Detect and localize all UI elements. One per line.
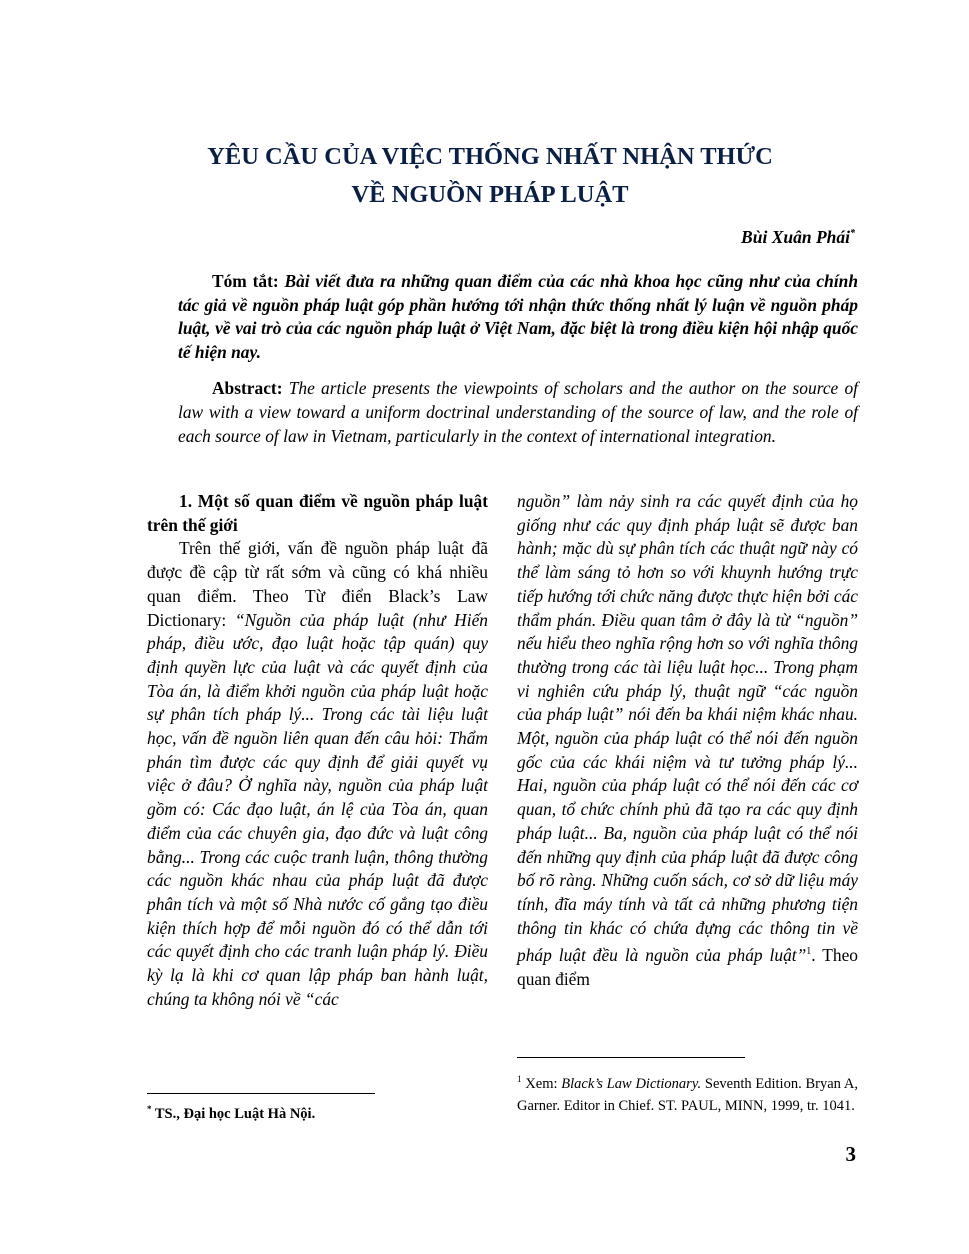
article-title <box>120 138 860 214</box>
abstract-text: The article presents the viewpoints of scholars and the author on the source of law with a view toward a uniform doctrinal understanding of the source of law, and the role of each source of law in Vietnam, particularly in the context of international integration. <box>178 378 858 446</box>
section-heading: 1. Một số quan điểm về nguồn pháp luật trên thế giới <box>147 491 488 535</box>
title-line-1: YÊU CẦU CỦA VIỆC THỐNG NHẤT NHẬN THỨC <box>207 143 773 170</box>
footnote-divider-right <box>517 1057 745 1058</box>
vietnamese-summary <box>178 270 858 364</box>
body-paragraph <box>147 537 488 1011</box>
citation-details: Seventh Edition. Bryan A, Garner. Editor in Chief. ST. PAUL, MINN, 1999, tr. 1041. <box>517 1075 858 1114</box>
citation-prefix: Xem: <box>521 1075 562 1092</box>
summary-text: Bài viết đưa ra những quan điểm của các nhà khoa học cũng như của chính tác giả về nguồn pháp luật góp phần hướng tới nhận thức thống nhất lý luận về nguồn pháp luật, về vai trò của các nguồn pháp luật ở Việt Nam, đặc biệt là trong điều kiện hội nhập quốc tế hiện nay. <box>178 271 858 362</box>
english-abstract <box>178 376 858 448</box>
page-number: 3 <box>845 1142 856 1166</box>
body-paragraph-continued <box>517 490 858 992</box>
footnote-mark-star: * <box>147 1104 152 1114</box>
summary-label: Tóm tắt: <box>212 271 279 291</box>
author-name <box>741 227 855 248</box>
affiliation-text: TS., Đại học Luật Hà Nội. <box>151 1105 316 1122</box>
footnote-mark-1: 1 <box>517 1074 522 1084</box>
quote-text-left: “Nguồn của pháp luật (như Hiến pháp, điều ước, đạo luật hoặc tập quán) quy định quyền lực của luật và các quyết định của Tòa án, là điểm khởi nguồn của pháp luật hoặc sự phân tích pháp lý... Trong các tài liệu luật học, vấn đề nguồn liên quan đến câu hỏi: Thẩm phán tìm được các quy định để giải quyết vụ việc ở đâu? Ở nghĩa này, nguồn của pháp luật gồm có: Các đạo luật, án lệ của Tòa án, quan điểm của các chuyên gia, đạo đức và luật công bằng... Trong các cuộc tranh luận, thông thường các nguồn khác nhau của pháp luật đã được phân tích và một số Nhà nước cố gắng tạo điều kiện thích hợp để mỗi nguồn đó có thể dẫn tới các quyết định cho các tranh luận pháp lý. Điều kỳ lạ là khi cơ quan lập pháp ban hành luật, chúng ta không nói về “các <box>147 609 488 1009</box>
quote-text-right: nguồn” làm nảy sinh ra các quyết định của họ giống như các quy định pháp luật sẽ được ban hành; mặc dù sự phân tích các thuật ngữ này có thể làm sáng tỏ hơn so với khuynh hướng trực tiếp hướng tới chức năng được thực hiện bởi các thẩm phán. Điều quan tâm ở đây là từ “nguồn” nếu hiểu theo nghĩa rộng hơn so với nghĩa thông thường trong các tài liệu luật học... Trong phạm vi nghiên cứu pháp lý, thuật ngữ “các nguồn của pháp luật” nói đến ba khái niệm khác nhau. Một, nguồn của pháp luật có thể nói đến nguồn gốc của các khái niệm và tư tưởng pháp lý... Hai, nguồn của pháp luật có thể nói đến các cơ quan, tổ chức chính phủ đã tạo ra các quy định pháp luật... Ba, nguồn của pháp luật có thể nói đến những quy định của pháp luật đã được công bố rõ ràng. Những cuốn sách, cơ sở dữ liệu máy tính, đĩa máy tính và tất cả những phương tiện thông tin khác có chứa đựng các thông tin về pháp luật đều là nguồn của pháp luật” <box>517 491 858 966</box>
left-column <box>147 490 488 1011</box>
right-column <box>517 490 858 992</box>
abstract-label: Abstract: <box>212 378 283 398</box>
footnote-ref-1[interactable]: 1 <box>806 946 812 958</box>
title-line-2: VỀ NGUỒN PHÁP LUẬT <box>351 181 629 208</box>
intro-text: Trên thế giới, vấn đề nguồn pháp luật đã được đề cập từ rất sớm và cũng có khá nhiều quan điểm. Theo Từ điển Black’s Law Dictionary: <box>147 538 488 630</box>
citation-source-title: Black’s Law Dictionary. <box>561 1075 702 1092</box>
footnote-divider-left <box>147 1093 375 1094</box>
citation-footnote <box>517 1068 858 1117</box>
author-text: Bùi Xuân Phái <box>741 227 850 247</box>
author-footnote-mark[interactable]: * <box>850 228 855 240</box>
paragraph-tail: . Theo quan điểm <box>517 945 858 989</box>
author-affiliation-footnote <box>147 1104 315 1123</box>
